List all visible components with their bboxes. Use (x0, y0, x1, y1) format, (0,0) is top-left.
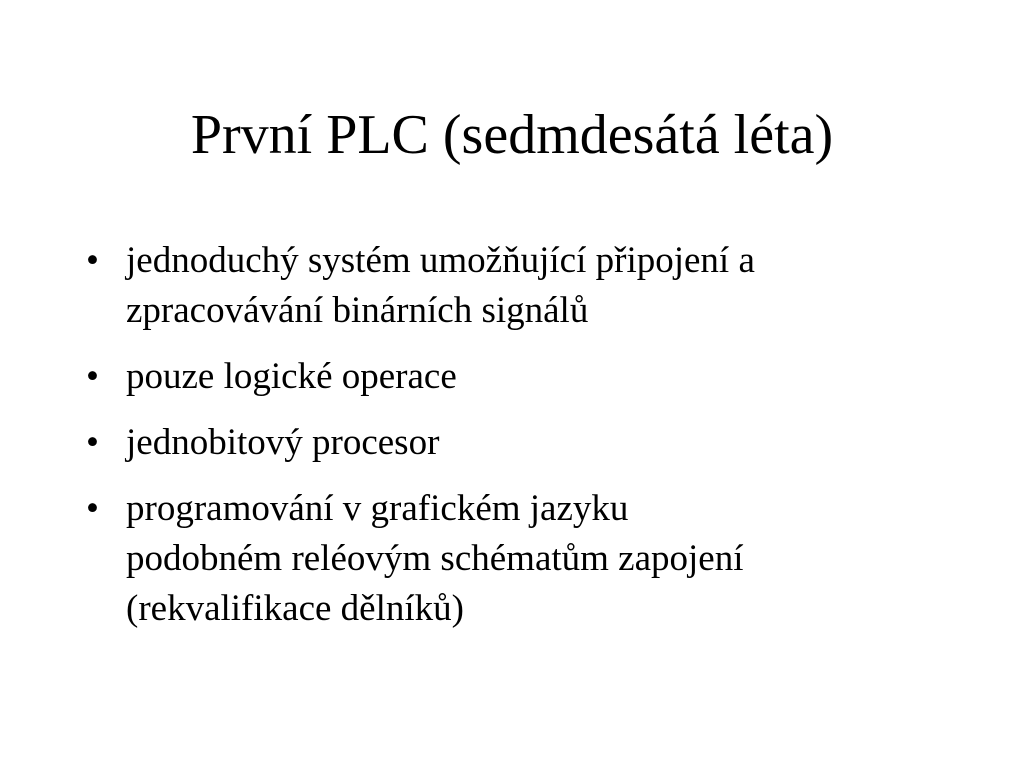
bullet-item (86, 352, 946, 402)
bullet-dot-icon: • (86, 488, 99, 529)
bullet-item (86, 484, 946, 634)
bullet-item (86, 236, 946, 336)
slide-title: První PLC (sedmdesátá léta) (190, 104, 834, 166)
bullet-text-line: jednoduchý systém umožňující připojení a (126, 240, 755, 281)
bullet-dot-icon: • (86, 240, 99, 281)
bullet-list (86, 236, 946, 650)
bullet-text-line: jednobitový procesor (126, 422, 440, 463)
bullet-dot-icon: • (86, 356, 99, 397)
bullet-item (86, 418, 946, 468)
bullet-text-line: zpracovávání binárních signálů (126, 290, 589, 331)
bullet-text-line: programování v grafickém jazyku (126, 488, 629, 529)
bullet-dot-icon: • (86, 422, 99, 463)
bullet-text-line: podobném reléovým schématům zapojení (126, 538, 744, 579)
bullet-text-line: (rekvalifikace dělníků) (126, 588, 464, 629)
bullet-text-line: pouze logické operace (126, 356, 457, 397)
